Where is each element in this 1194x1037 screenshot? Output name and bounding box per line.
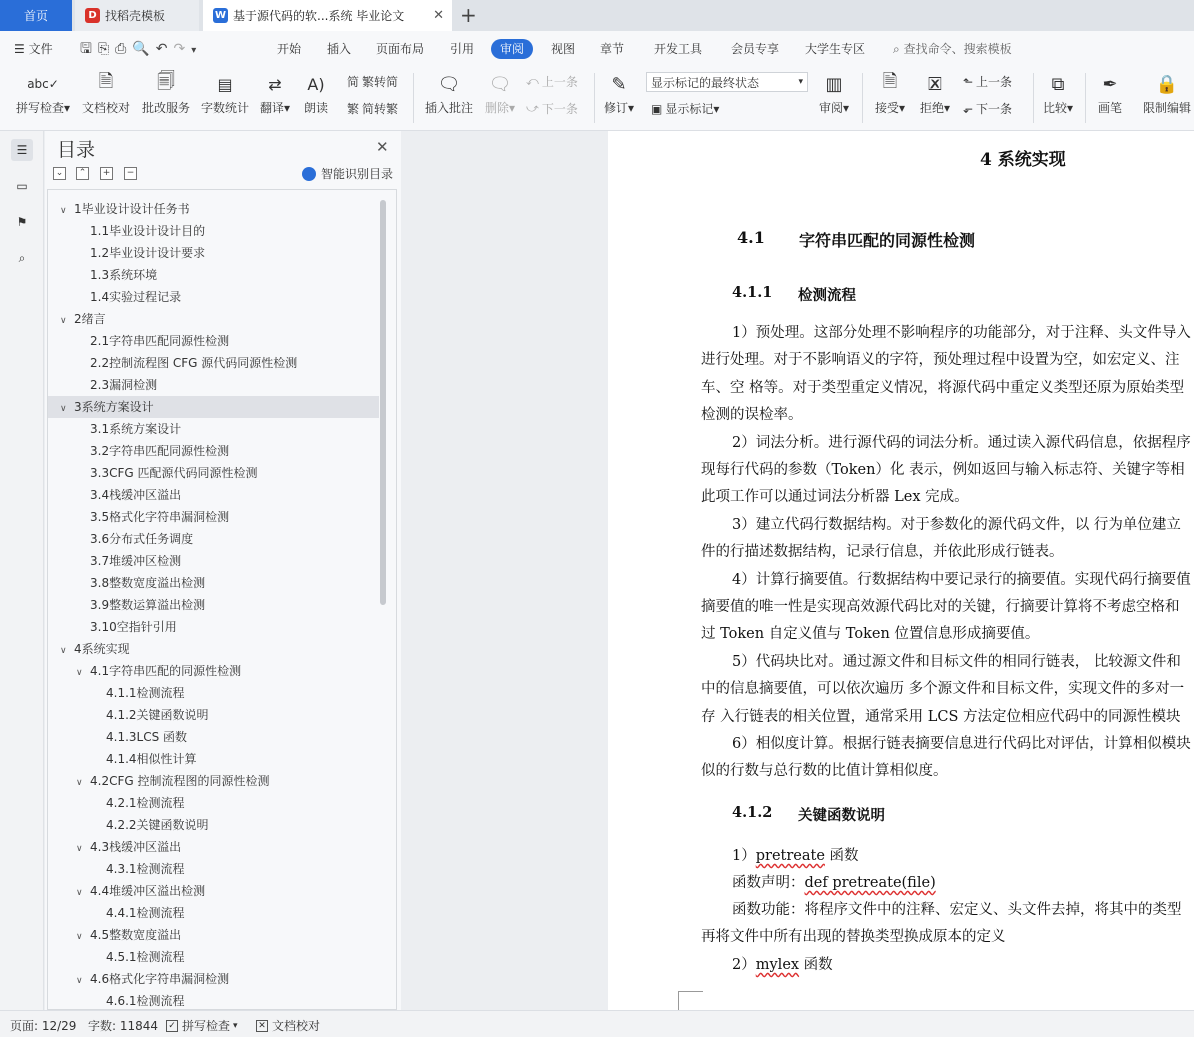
- toc-item[interactable]: [48, 726, 368, 748]
- toc-item[interactable]: [48, 880, 368, 902]
- ribbon-divider: [1033, 73, 1034, 123]
- tab-home-label: 首页: [23, 9, 48, 23]
- next-change-icon: ⬐: [963, 101, 974, 116]
- toc-pane-icon[interactable]: ☰: [11, 139, 33, 161]
- function-item-suffix: 函数: [799, 957, 833, 973]
- body-line: 现每行代码的参数（Token）化 表示，例如返回与输入标志符、关键字等相: [701, 462, 1185, 478]
- smart-toc-button[interactable]: [302, 165, 393, 182]
- toc-panel: [45, 131, 401, 1010]
- status-bar: [0, 1010, 1194, 1037]
- chevron-down-icon: ▾: [798, 77, 803, 87]
- lock-icon: 🔒: [1155, 73, 1179, 95]
- toc-item-label: 3.2字符串匹配同源性检测: [90, 444, 230, 458]
- word-count-button[interactable]: [199, 69, 251, 116]
- toc-item[interactable]: [48, 286, 368, 308]
- toc-item-label: 2.1字符串匹配同源性检测: [90, 334, 230, 348]
- review-service-button[interactable]: [140, 69, 192, 116]
- toc-item-label: 4.1.1检测流程: [106, 686, 185, 700]
- translate-button[interactable]: ⇄ 翻译▾: [256, 69, 294, 116]
- ribbon-divider: [1085, 73, 1086, 123]
- toc-item-label: 1.4实验过程记录: [90, 290, 182, 304]
- toc-item[interactable]: [48, 968, 368, 990]
- hamburger-icon: ☰: [14, 42, 25, 56]
- toc-item[interactable]: [48, 616, 368, 638]
- toc-item[interactable]: [48, 638, 368, 660]
- function-description-cont: 再将文件中所有出现的替换类型换成原本的定义: [701, 929, 1006, 945]
- document-area: [401, 131, 1194, 1010]
- toc-item-label: 2绪言: [74, 312, 106, 326]
- toc-item[interactable]: [48, 374, 368, 396]
- body-line: 检测的误检率。: [701, 407, 803, 424]
- doc-proof-label: 文档校对: [81, 101, 130, 115]
- chevron-down-icon: ▾: [233, 1020, 238, 1031]
- expand-arrow-icon[interactable]: ∨: [60, 206, 67, 216]
- pen-icon: ✒: [1102, 73, 1118, 95]
- function-name: mylex: [755, 957, 800, 973]
- toc-item-label: 3.5格式化字符串漏洞检测: [90, 510, 230, 524]
- reject-icon: 🗷: [928, 73, 942, 95]
- toc-item-label: 2.3漏洞检测: [90, 378, 158, 392]
- review-service-icon: 🗐: [157, 71, 175, 92]
- toc-item[interactable]: [48, 704, 368, 726]
- writer-doc-icon: W: [214, 10, 227, 21]
- toc-item-label: 1毕业设计设计任务书: [74, 202, 190, 216]
- translate-icon: ⇄: [268, 74, 282, 94]
- proof-status-label: 文档校对: [272, 1019, 321, 1033]
- toc-item[interactable]: [48, 660, 368, 682]
- body-line: 6）相似度计算。根据行链表摘要信息进行代码比对评估，计算相似模块: [732, 736, 1191, 752]
- accept-label: 接受: [874, 101, 899, 115]
- toc-item[interactable]: [48, 198, 368, 220]
- toc-item-label: 4.1字符串匹配的同源性检测: [90, 664, 242, 678]
- expand-all-icon[interactable]: ⌃: [76, 167, 89, 180]
- toc-item-label: 3.10空指针引用: [90, 620, 177, 634]
- file-menu-label: 文件: [28, 42, 53, 56]
- toc-item[interactable]: [48, 814, 368, 836]
- redo-icon[interactable]: ↷: [173, 41, 192, 57]
- new-tab-icon[interactable]: +: [460, 3, 477, 27]
- review-pane-label: 审阅: [818, 101, 843, 115]
- function-item-prefix: 2）: [732, 957, 756, 973]
- page-indicator[interactable]: 页面: 12/29: [10, 1019, 77, 1033]
- subsection-number: 4.1.1: [732, 284, 773, 301]
- tab-template[interactable]: [75, 0, 199, 31]
- toc-item-label: 1.2毕业设计设计要求: [90, 246, 206, 260]
- toc-item[interactable]: [48, 946, 368, 968]
- body-line: 1）预处理。这部分处理不影响程序的功能部分，对于注释、头文件导入: [732, 325, 1191, 341]
- function-declaration: [732, 870, 936, 898]
- function-item-prefix: 1）: [732, 848, 756, 864]
- subsection-number: 4.1.2: [732, 804, 773, 821]
- pen-button[interactable]: [1094, 69, 1126, 116]
- toc-item-label: 4.4堆缓冲区溢出检测: [90, 884, 206, 898]
- document-page[interactable]: [608, 131, 1194, 1010]
- section-number: 4.1: [737, 228, 765, 247]
- toc-item[interactable]: [48, 902, 368, 924]
- menu-student[interactable]: 大学生专区: [805, 42, 866, 56]
- quick-access-toolbar[interactable]: [80, 39, 202, 59]
- expand-arrow-icon[interactable]: ∨: [60, 316, 67, 326]
- bookmark-icon[interactable]: ⚑: [16, 215, 28, 229]
- simp-to-trad-button[interactable]: [347, 100, 398, 117]
- spell-check-status-label: 拼写检查: [182, 1019, 231, 1033]
- menu-developer[interactable]: 开发工具: [654, 42, 703, 56]
- body-line: 进行处理。对于不影响语义的字符，预处理过程中设置为空，如宏定义、注: [701, 352, 1180, 369]
- next-change-button[interactable]: [963, 100, 1012, 117]
- body-line: 3）建立代码行数据结构。对于参数化的源代码文件，以 行为单位建立: [732, 516, 1181, 533]
- file-menu[interactable]: [14, 39, 53, 59]
- tab-home[interactable]: [0, 0, 72, 31]
- spell-check-label: 拼写检查: [15, 101, 64, 115]
- body-line: 摘要值的唯一性是实现高效源代码比对的关键，行摘要计算将不考虑空格和: [701, 599, 1180, 615]
- expand-arrow-icon[interactable]: ∨: [76, 888, 83, 898]
- expand-arrow-icon[interactable]: ∨: [60, 404, 67, 414]
- toc-item-label: 4.5整数宽度溢出: [90, 928, 182, 942]
- toc-item[interactable]: [48, 352, 368, 374]
- toc-item[interactable]: [48, 242, 368, 264]
- close-tab-icon[interactable]: ✕: [433, 8, 444, 23]
- word-count-icon: ▤: [217, 74, 233, 94]
- toc-item[interactable]: [48, 418, 368, 440]
- prev-comment-icon: ⤺: [526, 74, 539, 88]
- toc-item-label: 4.2CFG 控制流程图的同源性检测: [90, 774, 270, 788]
- body-line: 件的行描述数据结构，记录行信息，并依此形成行链表。: [701, 544, 1064, 561]
- toc-item[interactable]: [48, 836, 368, 858]
- ribbon-divider: [862, 73, 863, 123]
- next-comment-label: 下一条: [541, 102, 578, 116]
- review-service-label: 批改服务: [141, 101, 190, 115]
- toc-item-label: 4.6格式化字符串漏洞检测: [90, 972, 230, 986]
- toc-item-label: 1.3系统环境: [90, 268, 158, 282]
- toc-item[interactable]: [48, 792, 368, 814]
- toc-item-label: 4.1.2关键函数说明: [106, 708, 209, 722]
- body-line: 存 入行链表的相关位置，通常采用 LCS 方法定位相应代码中的同源性模块: [701, 708, 1181, 725]
- subsection-title: 关键函数说明: [798, 807, 885, 824]
- nav-pane-strip: [0, 131, 44, 1010]
- command-search-label: 查找命令、搜索模板: [903, 42, 1012, 56]
- pen-label: 画笔: [1097, 101, 1122, 115]
- menu-references[interactable]: 引用: [450, 42, 475, 56]
- expand-arrow-icon[interactable]: ∨: [76, 844, 83, 854]
- tab-bar: [0, 0, 1194, 31]
- chapter-nav-icon[interactable]: ▭: [16, 179, 28, 193]
- insert-comment-button[interactable]: [422, 69, 476, 116]
- toc-item[interactable]: [48, 924, 368, 946]
- toc-item-label: 3.3CFG 匹配源代码同源性检测: [90, 466, 258, 480]
- toc-item-label: 2.2控制流程图 CFG 源代码同源性检测: [90, 356, 298, 370]
- show-markup-button[interactable]: ▣ 显示标记 ▾: [651, 101, 720, 116]
- comment-delete-icon: 🗨: [488, 73, 512, 95]
- body-line: 4）计算行摘要值。行数据结构中要记录行的摘要值。实现代码行摘要值: [732, 571, 1191, 588]
- menu-review[interactable]: 审阅: [491, 39, 533, 59]
- page-margin-marker: [678, 991, 703, 1010]
- body-line: 5）代码块比对。通过源文件和目标文件的相同行链表， 比较源文件和: [732, 653, 1181, 670]
- show-markup-icon: ▣: [651, 101, 663, 116]
- show-markup-label: 显示标记: [665, 102, 714, 116]
- spell-check-status[interactable]: [166, 1017, 238, 1034]
- translate-label: 翻译: [259, 101, 284, 115]
- track-changes-label: 修订: [603, 101, 628, 115]
- simp-to-trad-label: 简转繁: [362, 102, 399, 116]
- word-count-label: 字数统计: [200, 101, 249, 115]
- expand-arrow-icon[interactable]: ∨: [76, 976, 83, 986]
- review-pane-icon: ▥: [825, 73, 843, 95]
- next-comment-button[interactable]: [526, 100, 578, 117]
- insert-comment-label: 插入批注: [424, 101, 473, 115]
- markup-state-select[interactable]: [646, 72, 808, 92]
- save-icon[interactable]: 🖫: [80, 41, 98, 57]
- function-item-suffix: 函数: [824, 848, 859, 864]
- toc-item[interactable]: [48, 572, 368, 594]
- restrict-edit-label: 限制编辑: [1142, 101, 1191, 115]
- toc-item-label: 3.9整数运算溢出检测: [90, 598, 206, 612]
- subsection-title: 检测流程: [798, 287, 856, 304]
- more-icon[interactable]: ▾: [191, 45, 203, 56]
- toc-item-label: 3.7堆缓冲区检测: [90, 554, 182, 568]
- accept-button[interactable]: 🗎 接受▾: [872, 69, 908, 116]
- toc-item[interactable]: [48, 330, 368, 352]
- ribbon-toolbar: [0, 67, 1194, 131]
- menu-member[interactable]: 会员专享: [731, 42, 780, 56]
- next-change-label: 下一条: [976, 102, 1013, 116]
- body-line: 此项工作可以通过词法分析器 Lex 完成。: [701, 489, 969, 506]
- body-line: 过 Token 自定义值与 Token 位置信息形成摘要值。: [701, 626, 1040, 643]
- compare-label: 比较: [1042, 101, 1067, 115]
- toc-item[interactable]: [48, 440, 368, 462]
- toc-item-label: 3.1系统方案设计: [90, 422, 182, 436]
- toc-item-label: 3.6分布式任务调度: [90, 532, 194, 546]
- next-comment-icon: ⤻: [526, 101, 539, 115]
- print-icon[interactable]: ⎙: [115, 41, 133, 57]
- expand-arrow-icon[interactable]: ∨: [60, 646, 67, 656]
- collapse-all-icon[interactable]: ⌄: [53, 167, 66, 180]
- body-line: 似的行数与总行数的比值计算相似度。: [701, 763, 948, 780]
- trad-to-simp-label: 繁转简: [362, 75, 399, 89]
- delete-comment-button[interactable]: 🗨 删除▾: [481, 69, 519, 116]
- expand-arrow-icon[interactable]: ∨: [76, 932, 83, 942]
- toc-item-label: 3系统方案设计: [74, 400, 154, 414]
- track-changes-button[interactable]: ✎ 修订▾: [600, 69, 638, 116]
- menu-start[interactable]: 开始: [277, 42, 302, 56]
- trad-simp-icon: 简: [347, 75, 360, 89]
- read-aloud-icon: A): [307, 74, 325, 94]
- toc-item[interactable]: [48, 264, 368, 286]
- toc-item-label: 1.1毕业设计设计目的: [90, 224, 206, 238]
- toc-item-label: 4.3栈缓冲区溢出: [90, 840, 182, 854]
- ribbon-divider: [594, 73, 595, 123]
- toc-item[interactable]: [48, 858, 368, 880]
- markup-state-value: 显示标记的最终状态: [651, 75, 760, 90]
- toc-item-label: 4.1.4相似性计算: [106, 752, 197, 766]
- toc-scrollbar[interactable]: [380, 200, 386, 605]
- search-icon: ⌕: [893, 42, 900, 56]
- toc-item-label: 4.3.1检测流程: [106, 862, 185, 876]
- menu-view[interactable]: 视图: [551, 42, 576, 56]
- menu-section[interactable]: 章节: [600, 42, 625, 56]
- spell-check-icon: abc✓: [27, 77, 59, 91]
- ribbon-divider: [413, 73, 414, 123]
- prev-change-button[interactable]: [963, 73, 1012, 90]
- reject-button[interactable]: 🗷 拒绝▾: [917, 69, 953, 116]
- body-line: 2）词法分析。进行源代码的词法分析。通过读入源代码信息，依据程序: [732, 434, 1191, 451]
- doc-proof-button[interactable]: [80, 69, 132, 116]
- comment-add-icon: 🗨: [437, 73, 461, 95]
- toc-item[interactable]: [48, 990, 368, 1010]
- function-name: pretreate: [755, 848, 825, 864]
- track-changes-icon: ✎: [611, 73, 627, 95]
- body-line: 中的信息摘要值，可以依次遍历 多个源文件和目标文件，实现文件的多对一: [701, 681, 1185, 698]
- spell-check-button[interactable]: abc✓ 拼写检查▾: [12, 69, 74, 116]
- remove-entry-icon[interactable]: −: [124, 167, 137, 180]
- toc-item[interactable]: [48, 462, 368, 484]
- toc-item-label: 3.4栈缓冲区溢出: [90, 488, 182, 502]
- body-line: 车、空 格等。对于类型重定义情况，将源代码中重定义类型还原为原始类型: [701, 379, 1185, 396]
- toc-item[interactable]: [48, 220, 368, 242]
- read-aloud-button[interactable]: [300, 69, 332, 116]
- prev-change-icon: ⬑: [963, 74, 974, 89]
- compare-icon: ⧉: [1051, 73, 1065, 95]
- print-preview-icon[interactable]: 🔍: [132, 41, 156, 57]
- word-count-indicator[interactable]: 字数: 11844: [88, 1019, 159, 1033]
- menu-bar: [0, 31, 1194, 67]
- proof-status-icon: ✕: [256, 1020, 268, 1032]
- toc-item[interactable]: [48, 396, 379, 418]
- tab-document[interactable]: [203, 0, 452, 31]
- simp-trad-icon: 繁: [347, 102, 360, 116]
- toc-item-label: 4.6.1检测流程: [106, 994, 185, 1008]
- toc-item[interactable]: [48, 770, 368, 792]
- toc-item-label: 4.2.1检测流程: [106, 796, 185, 810]
- expand-arrow-icon[interactable]: ∨: [76, 778, 83, 788]
- toc-item[interactable]: [48, 682, 368, 704]
- checkbox-checked-icon: ✓: [166, 1020, 178, 1032]
- tab-document-label: 基于源代码的软...系统 毕业论文: [233, 9, 405, 23]
- declaration-code: def pretreate(file): [804, 875, 936, 891]
- toc-item-label: 4系统实现: [74, 642, 130, 656]
- function-item: [732, 952, 833, 980]
- toc-item[interactable]: [48, 748, 368, 770]
- add-entry-icon[interactable]: +: [100, 167, 113, 180]
- proof-status[interactable]: [256, 1017, 320, 1034]
- chapter-heading: 4 系统实现: [980, 150, 1066, 170]
- delete-comment-label: 删除: [484, 101, 509, 115]
- restrict-edit-button[interactable]: [1140, 69, 1194, 116]
- review-pane-button[interactable]: ▥ 审阅▾: [816, 69, 852, 116]
- reject-label: 拒绝: [919, 101, 944, 115]
- toc-list: [47, 189, 397, 1010]
- expand-arrow-icon[interactable]: ∨: [76, 668, 83, 678]
- toc-item[interactable]: [48, 308, 368, 330]
- prev-comment-label: 上一条: [541, 75, 578, 89]
- toc-item[interactable]: [48, 484, 368, 506]
- toc-item-label: 3.8整数宽度溢出检测: [90, 576, 206, 590]
- proof-icon: 🗎: [98, 71, 114, 92]
- trad-to-simp-button[interactable]: [347, 73, 398, 90]
- declaration-label: 函数声明：: [732, 875, 805, 891]
- toc-item-label: 4.1.3LCS 函数: [106, 730, 188, 744]
- function-description: 函数功能：将程序文件中的注释、宏定义、头文件去掉，将其中的类型: [732, 902, 1182, 918]
- compare-button[interactable]: ⧉ 比较▾: [1040, 69, 1076, 116]
- docer-logo-icon: D: [85, 8, 100, 23]
- toc-item[interactable]: [48, 594, 368, 616]
- find-icon[interactable]: ⌕: [18, 250, 26, 265]
- function-item: [732, 843, 859, 871]
- read-aloud-label: 朗读: [303, 101, 328, 115]
- command-search[interactable]: [893, 39, 1012, 59]
- menu-layout[interactable]: 页面布局: [376, 42, 425, 56]
- smart-toc-label: 智能识别目录: [321, 167, 394, 181]
- toc-title: 目录: [57, 139, 96, 161]
- toc-item[interactable]: [48, 506, 368, 528]
- toc-item[interactable]: [48, 550, 368, 572]
- toc-item-label: 4.4.1检测流程: [106, 906, 185, 920]
- section-title: 字符串匹配的同源性检测: [799, 231, 976, 250]
- smart-toc-icon: [302, 167, 316, 181]
- prev-comment-button[interactable]: [526, 73, 578, 90]
- menu-insert[interactable]: 插入: [327, 42, 352, 56]
- export-icon[interactable]: ⎘: [97, 41, 116, 57]
- accept-icon: 🗎: [882, 71, 898, 92]
- toc-item-label: 4.5.1检测流程: [106, 950, 185, 964]
- prev-change-label: 上一条: [976, 75, 1013, 89]
- undo-icon[interactable]: ↶: [155, 41, 174, 57]
- toc-item-label: 4.2.2关键函数说明: [106, 818, 209, 832]
- close-panel-icon[interactable]: ✕: [376, 138, 389, 156]
- tab-template-label: 找稻壳模板: [105, 9, 166, 23]
- toc-item[interactable]: [48, 528, 368, 550]
